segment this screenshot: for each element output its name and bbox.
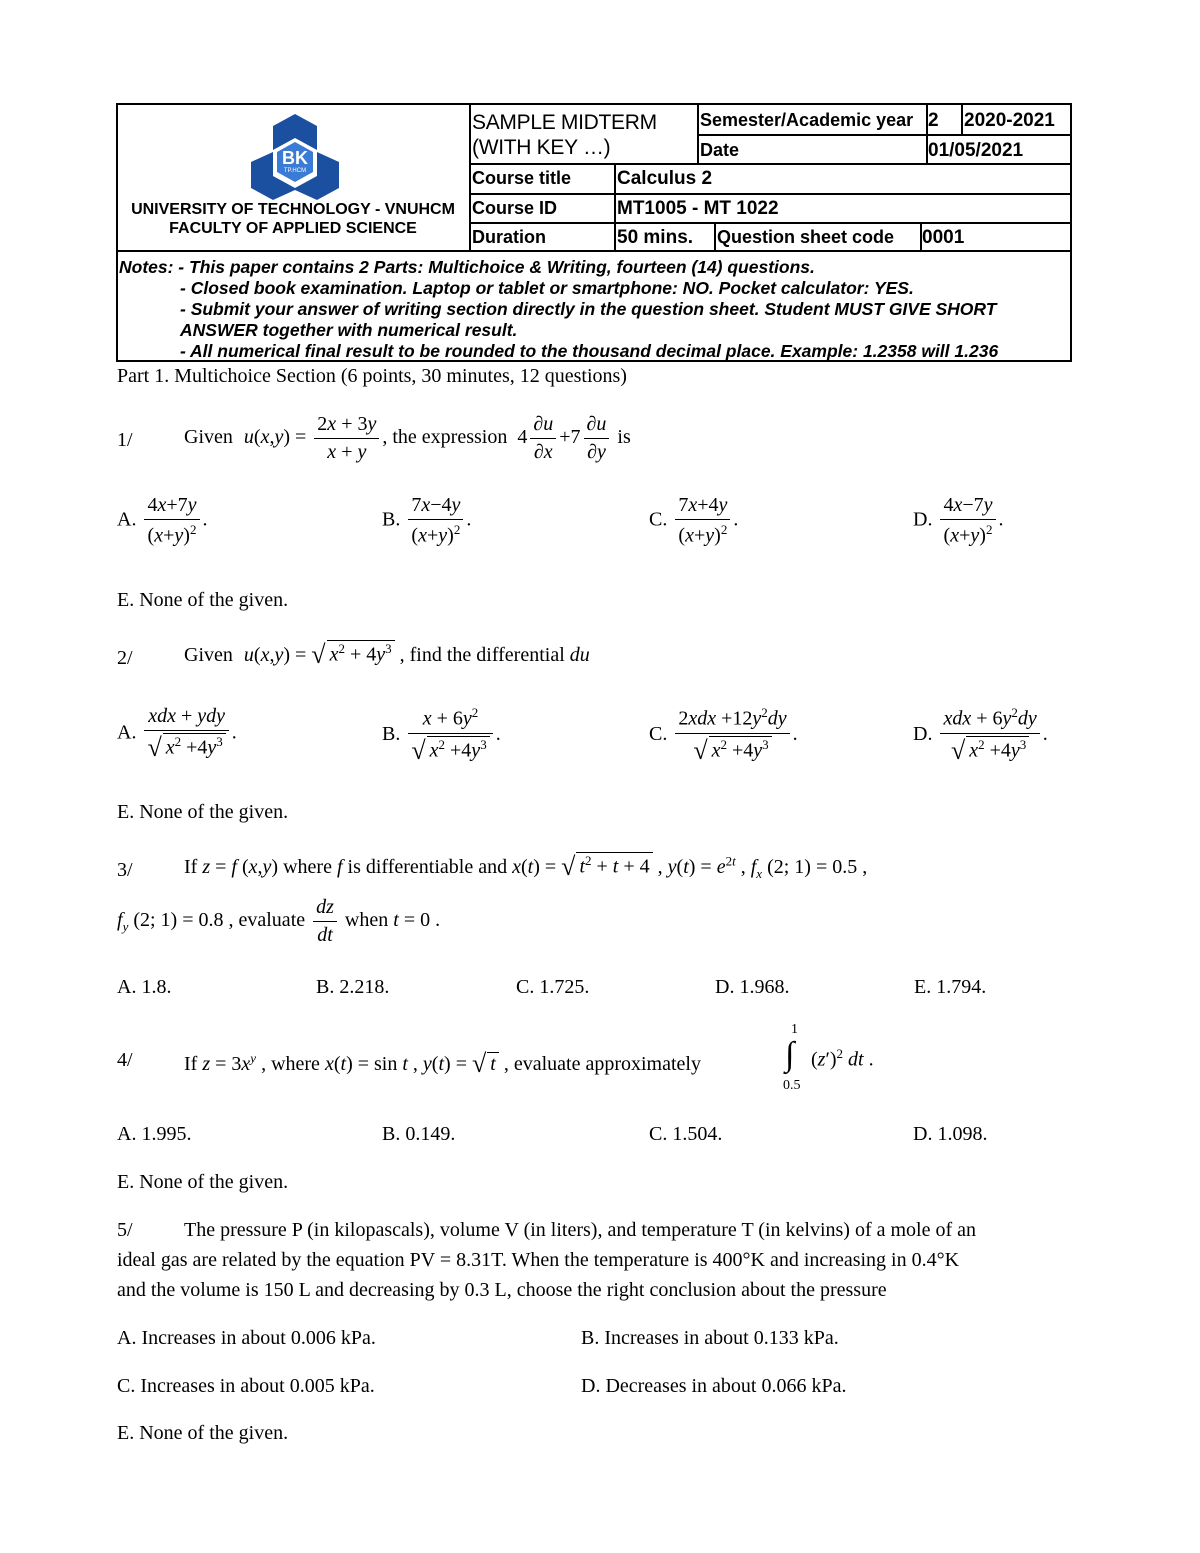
- q3-option-c: C. 1.725.: [516, 976, 590, 998]
- q4-number: 4/: [117, 1049, 133, 1071]
- q4-option-d: D. 1.098.: [913, 1123, 988, 1145]
- duration-label: Duration: [472, 227, 546, 247]
- q3-statement-line1: If z = f (x,y) where f is differentiable and x(t) = √ $t^2 + t + 4$ , $y(t) = e^{2t}$ , $f_x$ (2; 1) = 0.5 ,: [184, 852, 868, 881]
- q3-option-a: A. 1.8.: [117, 976, 172, 998]
- q2-statement: Given u(x,y) = √ $x^2 + 4y^3$ , find the differential du: [184, 640, 590, 669]
- q2-du: du: [569, 644, 590, 666]
- q3-option-b: B. 2.218.: [316, 976, 390, 998]
- course-id-label: Course ID: [472, 198, 558, 218]
- q2-number: 2/: [117, 647, 133, 669]
- q2-option-d: D. $\frac{xdx + 6y^2dy}{√ x^2 +4y^3}$ .: [913, 705, 1048, 765]
- semester-value: 2: [928, 110, 939, 131]
- q2-find: , find the differential: [399, 644, 565, 666]
- faculty-name: FACULTY OF APPLIED SCIENCE: [169, 220, 417, 237]
- q1-option-d: D. $\frac{4x-7y}{(x+y)^2}$ .: [913, 494, 1004, 547]
- q4-option-e: E. None of the given.: [117, 1171, 289, 1193]
- logo-subtext: TP.HCM: [283, 168, 307, 174]
- q4-integral: 1 ∫ 0.5 $(z')^2$ dt .: [783, 1022, 874, 1093]
- q1-is: is: [617, 426, 631, 449]
- note-line-4: ANSWER together with numerical result.: [180, 320, 518, 340]
- q5-line-3: and the volume is 150 L and decreasing by 0.3 L, choose the right conclusion about the pressure: [117, 1279, 887, 1301]
- logo-text: BK: [282, 148, 308, 168]
- q5-option-a: A. Increases in about 0.006 kPa.: [117, 1327, 376, 1349]
- q1-statement: Given u(x,y) = $\frac{2x + 3y}{x + y}$ , the expression 4 $\frac{\partial u}{\partial x}$ +7 $\frac{\partial u}{\partial y}$ is: [184, 413, 631, 463]
- q5-option-b: B. Increases in about 0.133 kPa.: [581, 1327, 839, 1349]
- q4-option-c: C. 1.504.: [649, 1123, 723, 1145]
- course-id-value: MT1005 - MT 1022: [617, 198, 779, 219]
- q1-option-b: B. $\frac{7x-4y}{(x+y)^2}$ .: [382, 494, 472, 547]
- q2-option-c: C. $\frac{2xdx +12y^2dy}{√ x^2 +4y^3}$ .: [649, 705, 798, 765]
- q1-number: 1/: [117, 429, 133, 451]
- note-line-5: - All numerical final result to be rounded to the thousand decimal place. Example: 1.2358 will 1.236: [180, 341, 999, 361]
- q1-option-e: E. None of the given.: [117, 589, 289, 611]
- q5-option-c: C. Increases in about 0.005 kPa.: [117, 1375, 375, 1397]
- semester-label: Semester/Academic year: [700, 110, 914, 130]
- academic-year: 2020-2021: [964, 110, 1055, 131]
- course-title-label: Course title: [472, 168, 572, 188]
- q5-line-2: ideal gas are related by the equation PV = 8.31T. When the temperature is 400°K and increasing in 0.4°K: [117, 1249, 960, 1271]
- q5-option-e: E. None of the given.: [117, 1422, 289, 1444]
- exam-subtitle: (WITH KEY …): [472, 136, 611, 159]
- sheet-code-value: 0001: [922, 227, 965, 248]
- note-line-3: - Submit your answer of writing section directly in the question sheet. Student MUST GIVE SHORT: [180, 299, 997, 319]
- q2-given: Given: [184, 644, 233, 666]
- exam-title: SAMPLE MIDTERM: [472, 111, 657, 134]
- note-line-1: Notes: - This paper contains 2 Parts: Multichoice & Writing, fourteen (14) questions.: [119, 257, 815, 277]
- q5-number: 5/: [117, 1219, 133, 1241]
- part1-title: Part 1. Multichoice Section (6 points, 30 minutes, 12 questions): [117, 365, 627, 387]
- q1-expr-text: , the expression: [382, 426, 508, 449]
- q5-line-1: The pressure P (in kilopascals), volume V (in liters), and temperature T (in kelvins) of a mole of an: [184, 1219, 977, 1241]
- q2-option-a: A. $\frac{\text{xdx + ydy}}{√ x^2 +4y^3}$ .: [117, 705, 237, 762]
- q1-option-a: A. $\frac{4x+7y}{(x+y)^2}$ .: [117, 494, 208, 547]
- q1-given: Given: [184, 426, 233, 449]
- q3-option-d: D. 1.968.: [715, 976, 790, 998]
- q3-option-e: E. 1.794.: [914, 976, 987, 998]
- sheet-code-label: Question sheet code: [717, 227, 895, 247]
- q5-option-d: D. Decreases in about 0.066 kPa.: [581, 1375, 847, 1397]
- date-value: 01/05/2021: [928, 140, 1024, 161]
- duration-value: 50 mins.: [617, 227, 694, 248]
- date-label: Date: [700, 140, 740, 160]
- university-logo: [245, 112, 345, 200]
- note-line-2: - Closed book examination. Laptop or tablet or smartphone: NO. Pocket calculator: YES.: [180, 278, 914, 298]
- q4-statement: If $z = 3x^y$ , where x(t) = sin t , y(t) = √ t , evaluate approximately: [184, 1049, 701, 1078]
- q2-option-e: E. None of the given.: [117, 801, 289, 823]
- q4-option-b: B. 0.149.: [382, 1123, 456, 1145]
- university-name: UNIVERSITY OF TECHNOLOGY - VNUHCM: [131, 201, 455, 218]
- q3-number: 3/: [117, 859, 133, 881]
- course-title-value: Calculus 2: [617, 168, 713, 189]
- q2-option-b: B. $\frac{x + 6y^2}{√ x^2 +4y^3}$ .: [382, 705, 501, 765]
- q4-option-a: A. 1.995.: [117, 1123, 192, 1145]
- q3-statement-line2: $f_y$ (2; 1) = 0.8 , evaluate $\frac{dz}{dt}$ when t = 0 .: [117, 896, 441, 946]
- q1-option-c: C. $\frac{7x+4y}{(x+y)^2}$ .: [649, 494, 739, 547]
